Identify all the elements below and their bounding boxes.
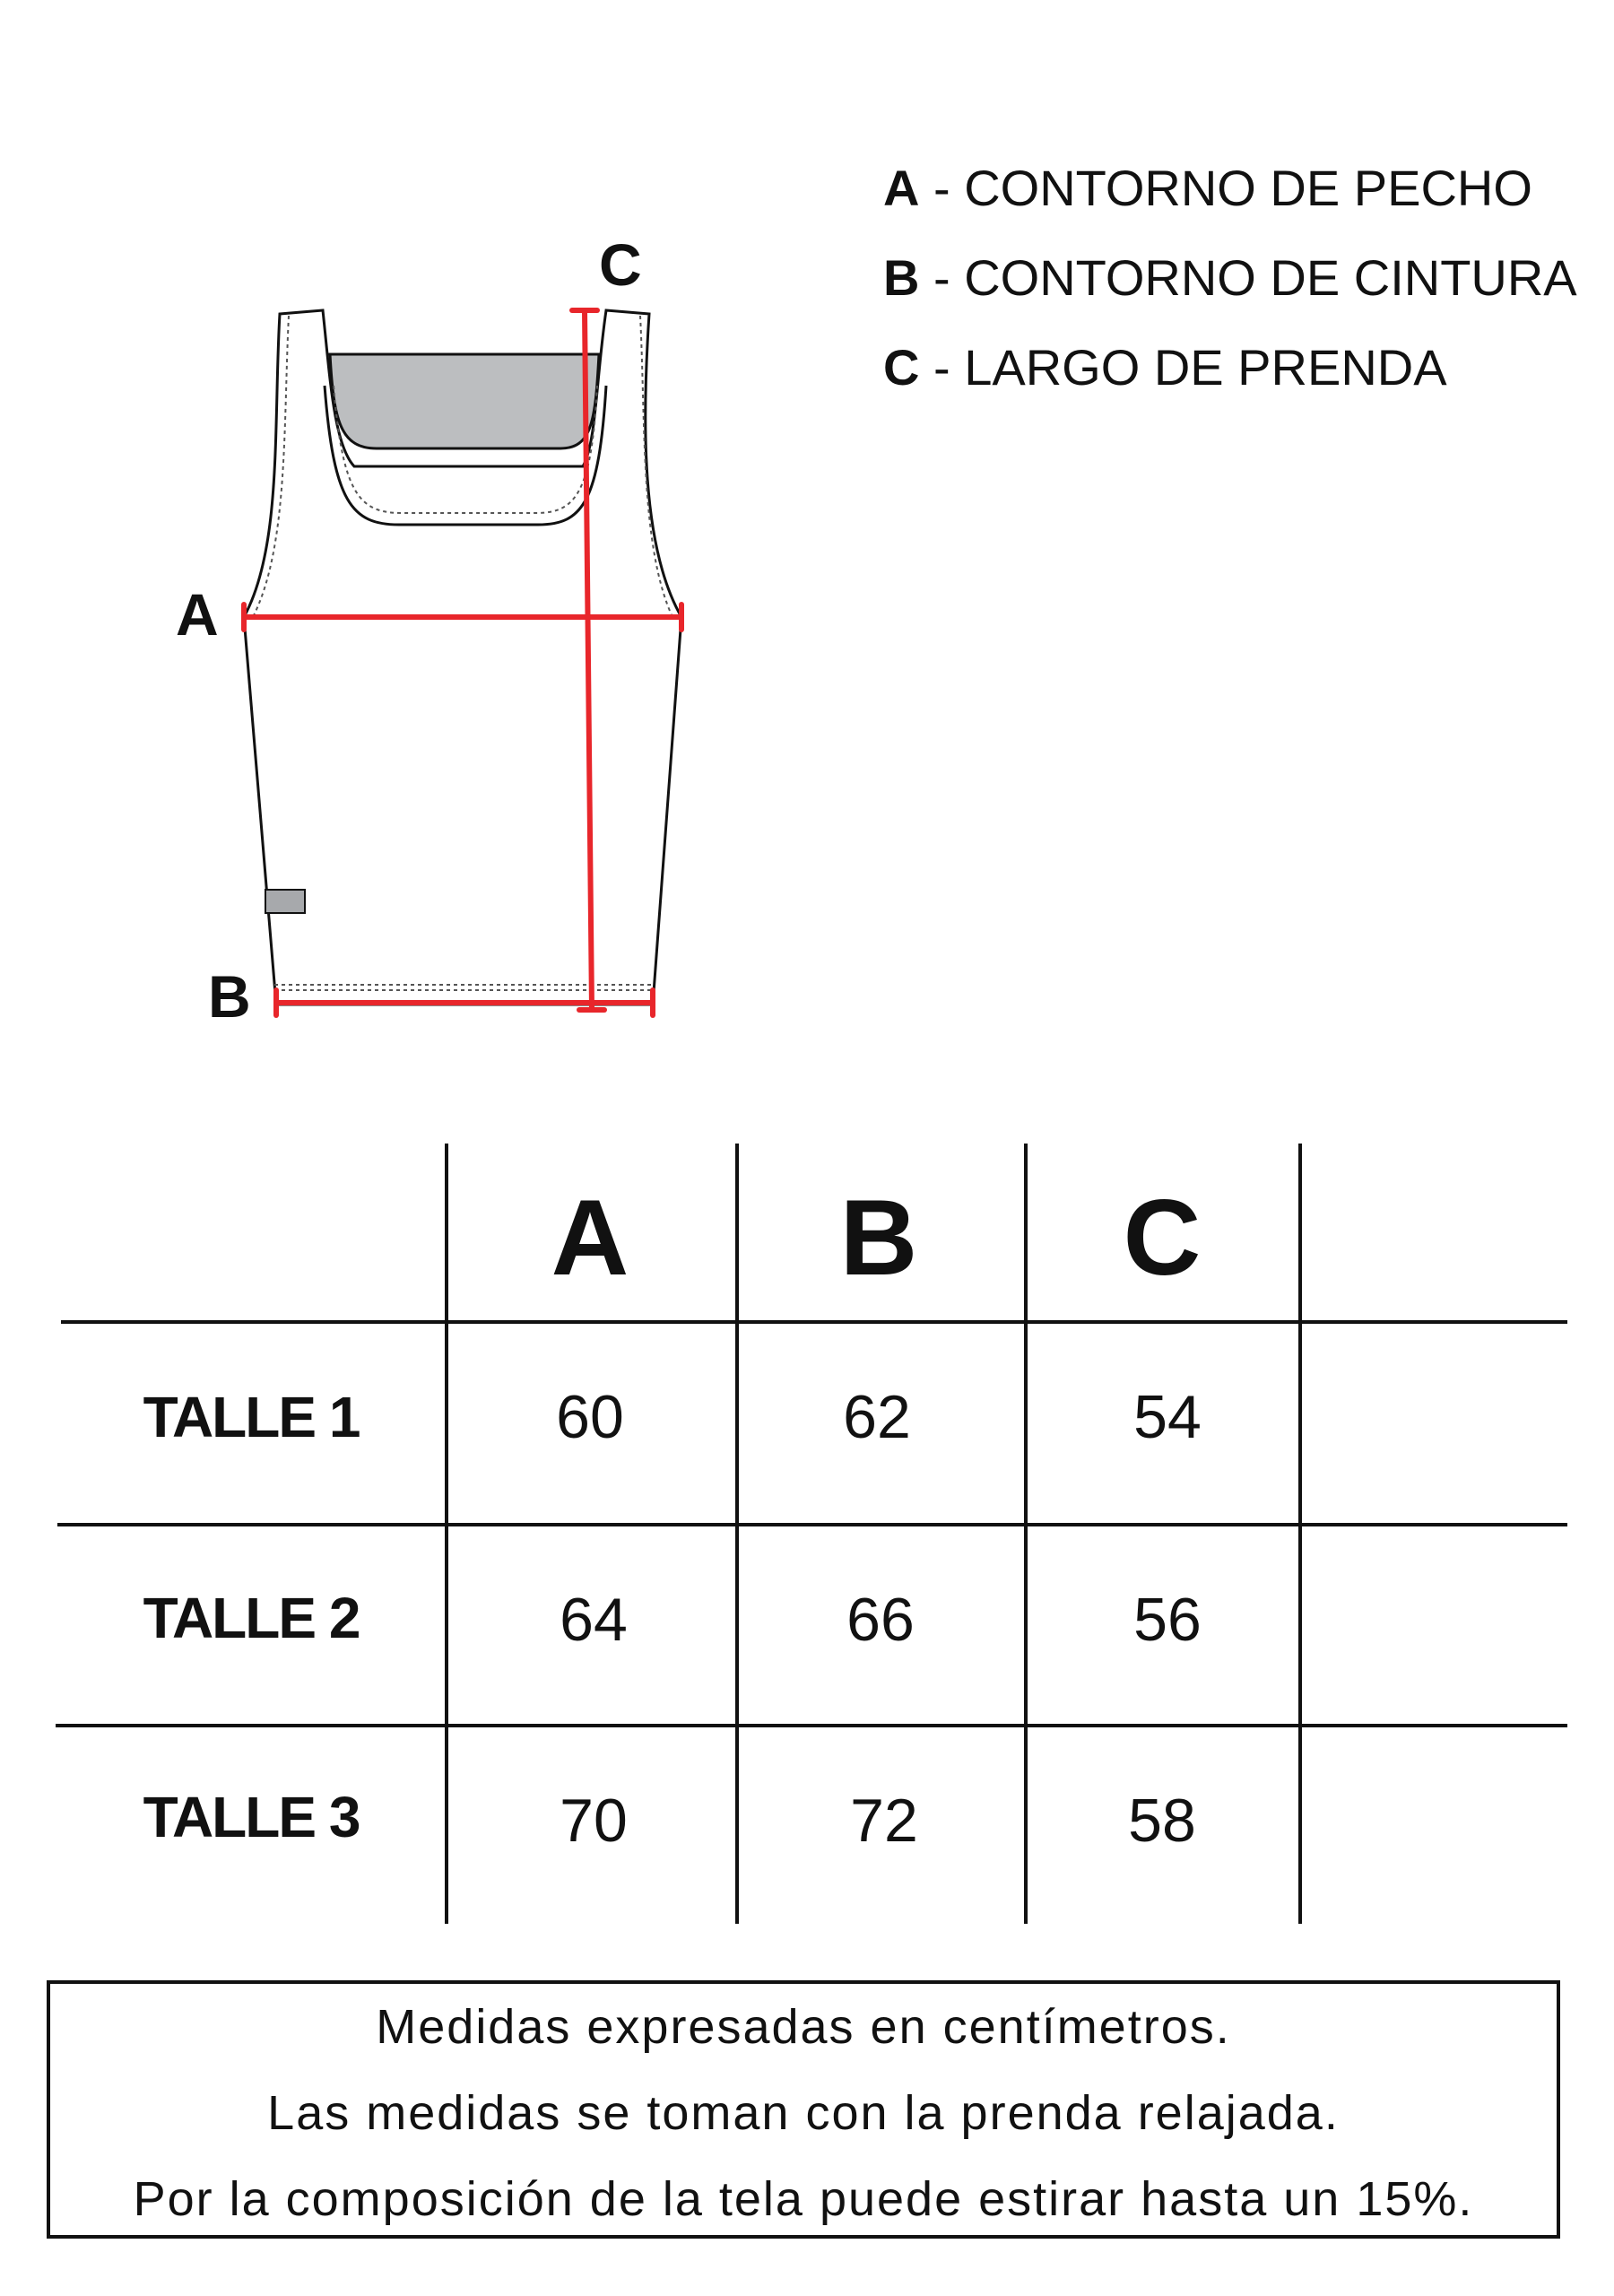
legend-text: - CONTORNO DE PECHO bbox=[919, 160, 1532, 216]
legend-text: - LARGO DE PRENDA bbox=[919, 339, 1447, 396]
side-tag bbox=[265, 890, 305, 913]
diagram-label-c: C bbox=[599, 231, 642, 298]
legend-item-b bbox=[883, 233, 1577, 323]
table-divider bbox=[445, 1144, 448, 1924]
table-divider bbox=[735, 1144, 739, 1924]
diagram-label-a: A bbox=[176, 581, 219, 648]
table-cell: 58 bbox=[1128, 1787, 1196, 1855]
table-row-divider bbox=[61, 1320, 1567, 1324]
row-label-talle-3: TALLE 3 bbox=[143, 1785, 360, 1849]
legend-letter: B bbox=[883, 249, 920, 306]
legend-item-a bbox=[883, 144, 1577, 233]
table-cell: 60 bbox=[556, 1383, 624, 1451]
note-line: Las medidas se toman con la prenda relajada. bbox=[267, 2086, 1340, 2140]
table-header-a: A bbox=[551, 1178, 629, 1298]
note-line: Por la composición de la tela puede estirar hasta un 15%. bbox=[133, 2172, 1474, 2226]
legend-text: - CONTORNO DE CINTURA bbox=[919, 249, 1577, 306]
table-cell: 66 bbox=[846, 1586, 915, 1654]
legend-item-c bbox=[883, 323, 1577, 413]
table-cell: 64 bbox=[560, 1586, 628, 1654]
legend-letter: A bbox=[883, 160, 920, 216]
table-cell: 70 bbox=[560, 1787, 628, 1855]
diagram-label-b: B bbox=[208, 963, 251, 1030]
table-cell: 72 bbox=[850, 1787, 918, 1855]
table-cell: 54 bbox=[1133, 1383, 1202, 1451]
table-header-b: B bbox=[839, 1178, 918, 1298]
row-label-talle-1: TALLE 1 bbox=[143, 1385, 360, 1449]
note-line: Medidas expresadas en centímetros. bbox=[376, 2000, 1231, 2054]
table-divider bbox=[1298, 1144, 1302, 1924]
measurement-legend bbox=[883, 144, 1577, 413]
table-row-divider bbox=[57, 1523, 1567, 1526]
notes-box bbox=[47, 1980, 1560, 2239]
table-divider bbox=[1024, 1144, 1028, 1924]
legend-letter: C bbox=[883, 339, 920, 396]
neckline-back bbox=[330, 354, 599, 448]
table-cell: 62 bbox=[843, 1383, 911, 1451]
table-cell: 56 bbox=[1133, 1586, 1202, 1654]
row-label-talle-2: TALLE 2 bbox=[143, 1586, 360, 1650]
table-header-c: C bbox=[1123, 1178, 1202, 1298]
table-row-divider bbox=[56, 1724, 1567, 1727]
